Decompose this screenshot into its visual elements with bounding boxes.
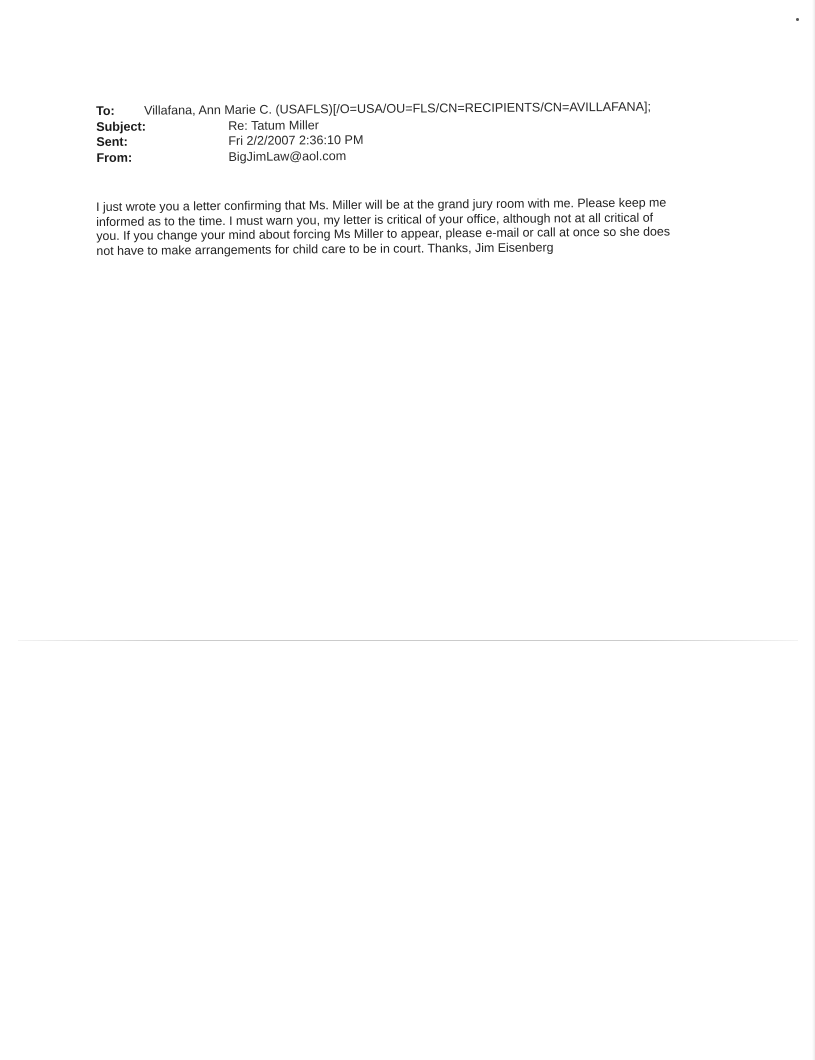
- email-body: [96, 195, 726, 258]
- scan-speck: [796, 18, 799, 21]
- body-line: you. If you change your mind about forcing Ms Miller to appear, please e-mail or call at once so she does: [96, 224, 671, 244]
- body-line: I just wrote you a letter confirming that Ms. Miller will be at the grand jury room with me. Please keep me: [96, 195, 667, 214]
- sent-label: Sent:: [96, 134, 128, 149]
- to-value: Villafana, Ann Marie C. (USAFLS)[/O=USA/OU=FLS/CN=RECIPIENTS/CN=AVILLAFANA];: [143, 99, 652, 118]
- subject-label: Subject:: [96, 119, 146, 134]
- from-label: From:: [96, 150, 133, 165]
- sent-value: Fri 2/2/2007 2:36:10 PM: [228, 132, 364, 148]
- scan-fold-line: [18, 640, 798, 641]
- body-line: informed as to the time. I must warn you, my letter is critical of your office, although not at all critical of: [96, 210, 654, 229]
- to-label: To:: [96, 103, 115, 118]
- email-header: [96, 99, 736, 166]
- body-line: not have to make arrangements for child care to be in court. Thanks, Jim Eisenberg: [96, 240, 554, 258]
- subject-value: Re: Tatum Miller: [228, 117, 319, 133]
- from-value: BigJimLaw@aol.com: [228, 148, 347, 164]
